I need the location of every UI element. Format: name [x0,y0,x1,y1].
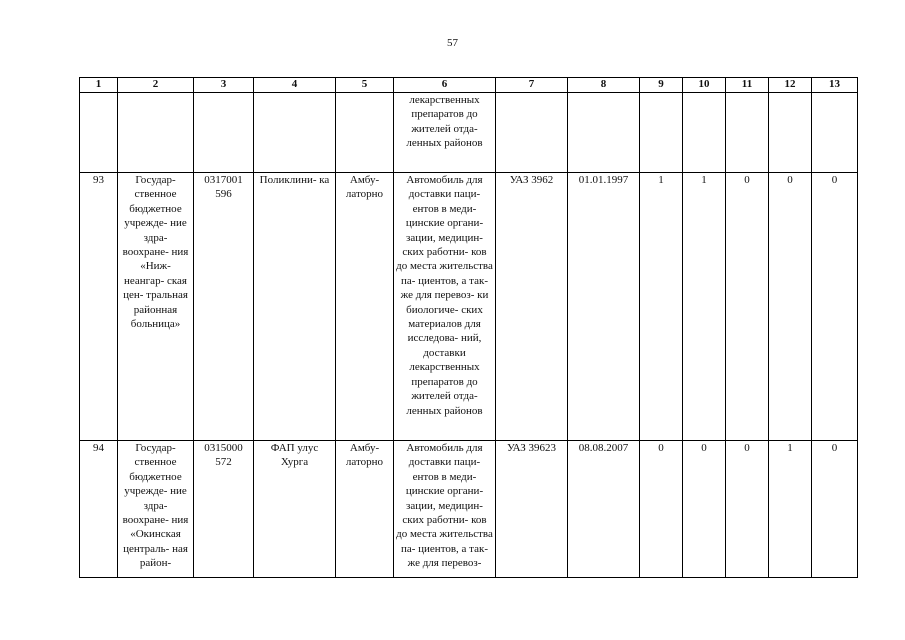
header-col-4: 4 [254,78,336,93]
header-col-8: 8 [568,78,640,93]
unit-cell: Поликлини- ка [254,173,336,441]
purpose-cell: Автомобиль для доставки паци- ентов в меди- цинские органи- зации, медицин- ских работни- ков до места жительства па- циентов, а так- же для перевоз- ки биологиче- ских материалов для исследова- ний, доставки лекарственных препаратов до жителей отда- ленных районов [394,173,496,441]
organization-cell: Государ- ственное бюджетное учрежде- ние здра- воохране- ния «Окинская централь- ная район- [118,441,194,587]
cell [726,93,769,173]
care-type-cell: Амбу- латорно [336,173,394,441]
header-col-5: 5 [336,78,394,93]
cell [640,93,683,173]
continuation-row [80,93,858,173]
count-cell-11: 0 [726,173,769,441]
row-number: 93 [80,173,118,441]
count-cell-12: 1 [769,441,812,587]
header-col-7: 7 [496,78,568,93]
code-cell: 0317001 596 [194,173,254,441]
cell [812,93,858,173]
purpose-cell: лекарственных препаратов до жителей отда- ленных районов [394,93,496,173]
header-col-13: 13 [812,78,858,93]
count-cell-10: 0 [683,441,726,587]
page-bottom-margin [0,578,905,640]
header-col-9: 9 [640,78,683,93]
model-cell: УАЗ 39623 [496,441,568,587]
header-col-6: 6 [394,78,496,93]
header-col-10: 10 [683,78,726,93]
cell [683,93,726,173]
row-number: 94 [80,441,118,587]
care-type-cell: Амбу- латорно [336,441,394,587]
count-cell-10: 1 [683,173,726,441]
cell [254,93,336,173]
header-row [80,78,858,93]
cell [118,93,194,173]
code-cell: 0315000 572 [194,441,254,587]
organization-cell: Государ- ственное бюджетное учрежде- ние здра- воохране- ния «Ниж- неангар- ская цен- тральная районная больница» [118,173,194,441]
purpose-cell: Автомобиль для доставки паци- ентов в меди- цинские органи- зации, медицин- ских работни- ков до места жительства па- циентов, а так- же для перевоз- [394,441,496,587]
header-col-12: 12 [769,78,812,93]
header-col-11: 11 [726,78,769,93]
cell [769,93,812,173]
count-cell-13: 0 [812,173,858,441]
table-row [80,441,858,587]
unit-cell: ФАП улус Хурга [254,441,336,587]
cell [336,93,394,173]
count-cell-9: 1 [640,173,683,441]
cell [80,93,118,173]
page-number: 57 [447,37,458,49]
count-cell-9: 0 [640,441,683,587]
model-cell: УАЗ 3962 [496,173,568,441]
vehicle-table [79,77,858,587]
count-cell-12: 0 [769,173,812,441]
header-col-3: 3 [194,78,254,93]
count-cell-13: 0 [812,441,858,587]
header-col-1: 1 [80,78,118,93]
date-cell: 01.01.1997 [568,173,640,441]
cell [568,93,640,173]
date-cell: 08.08.2007 [568,441,640,587]
table-row [80,173,858,441]
cell [496,93,568,173]
count-cell-11: 0 [726,441,769,587]
header-col-2: 2 [118,78,194,93]
table-bottom-border [79,577,858,578]
cell [194,93,254,173]
